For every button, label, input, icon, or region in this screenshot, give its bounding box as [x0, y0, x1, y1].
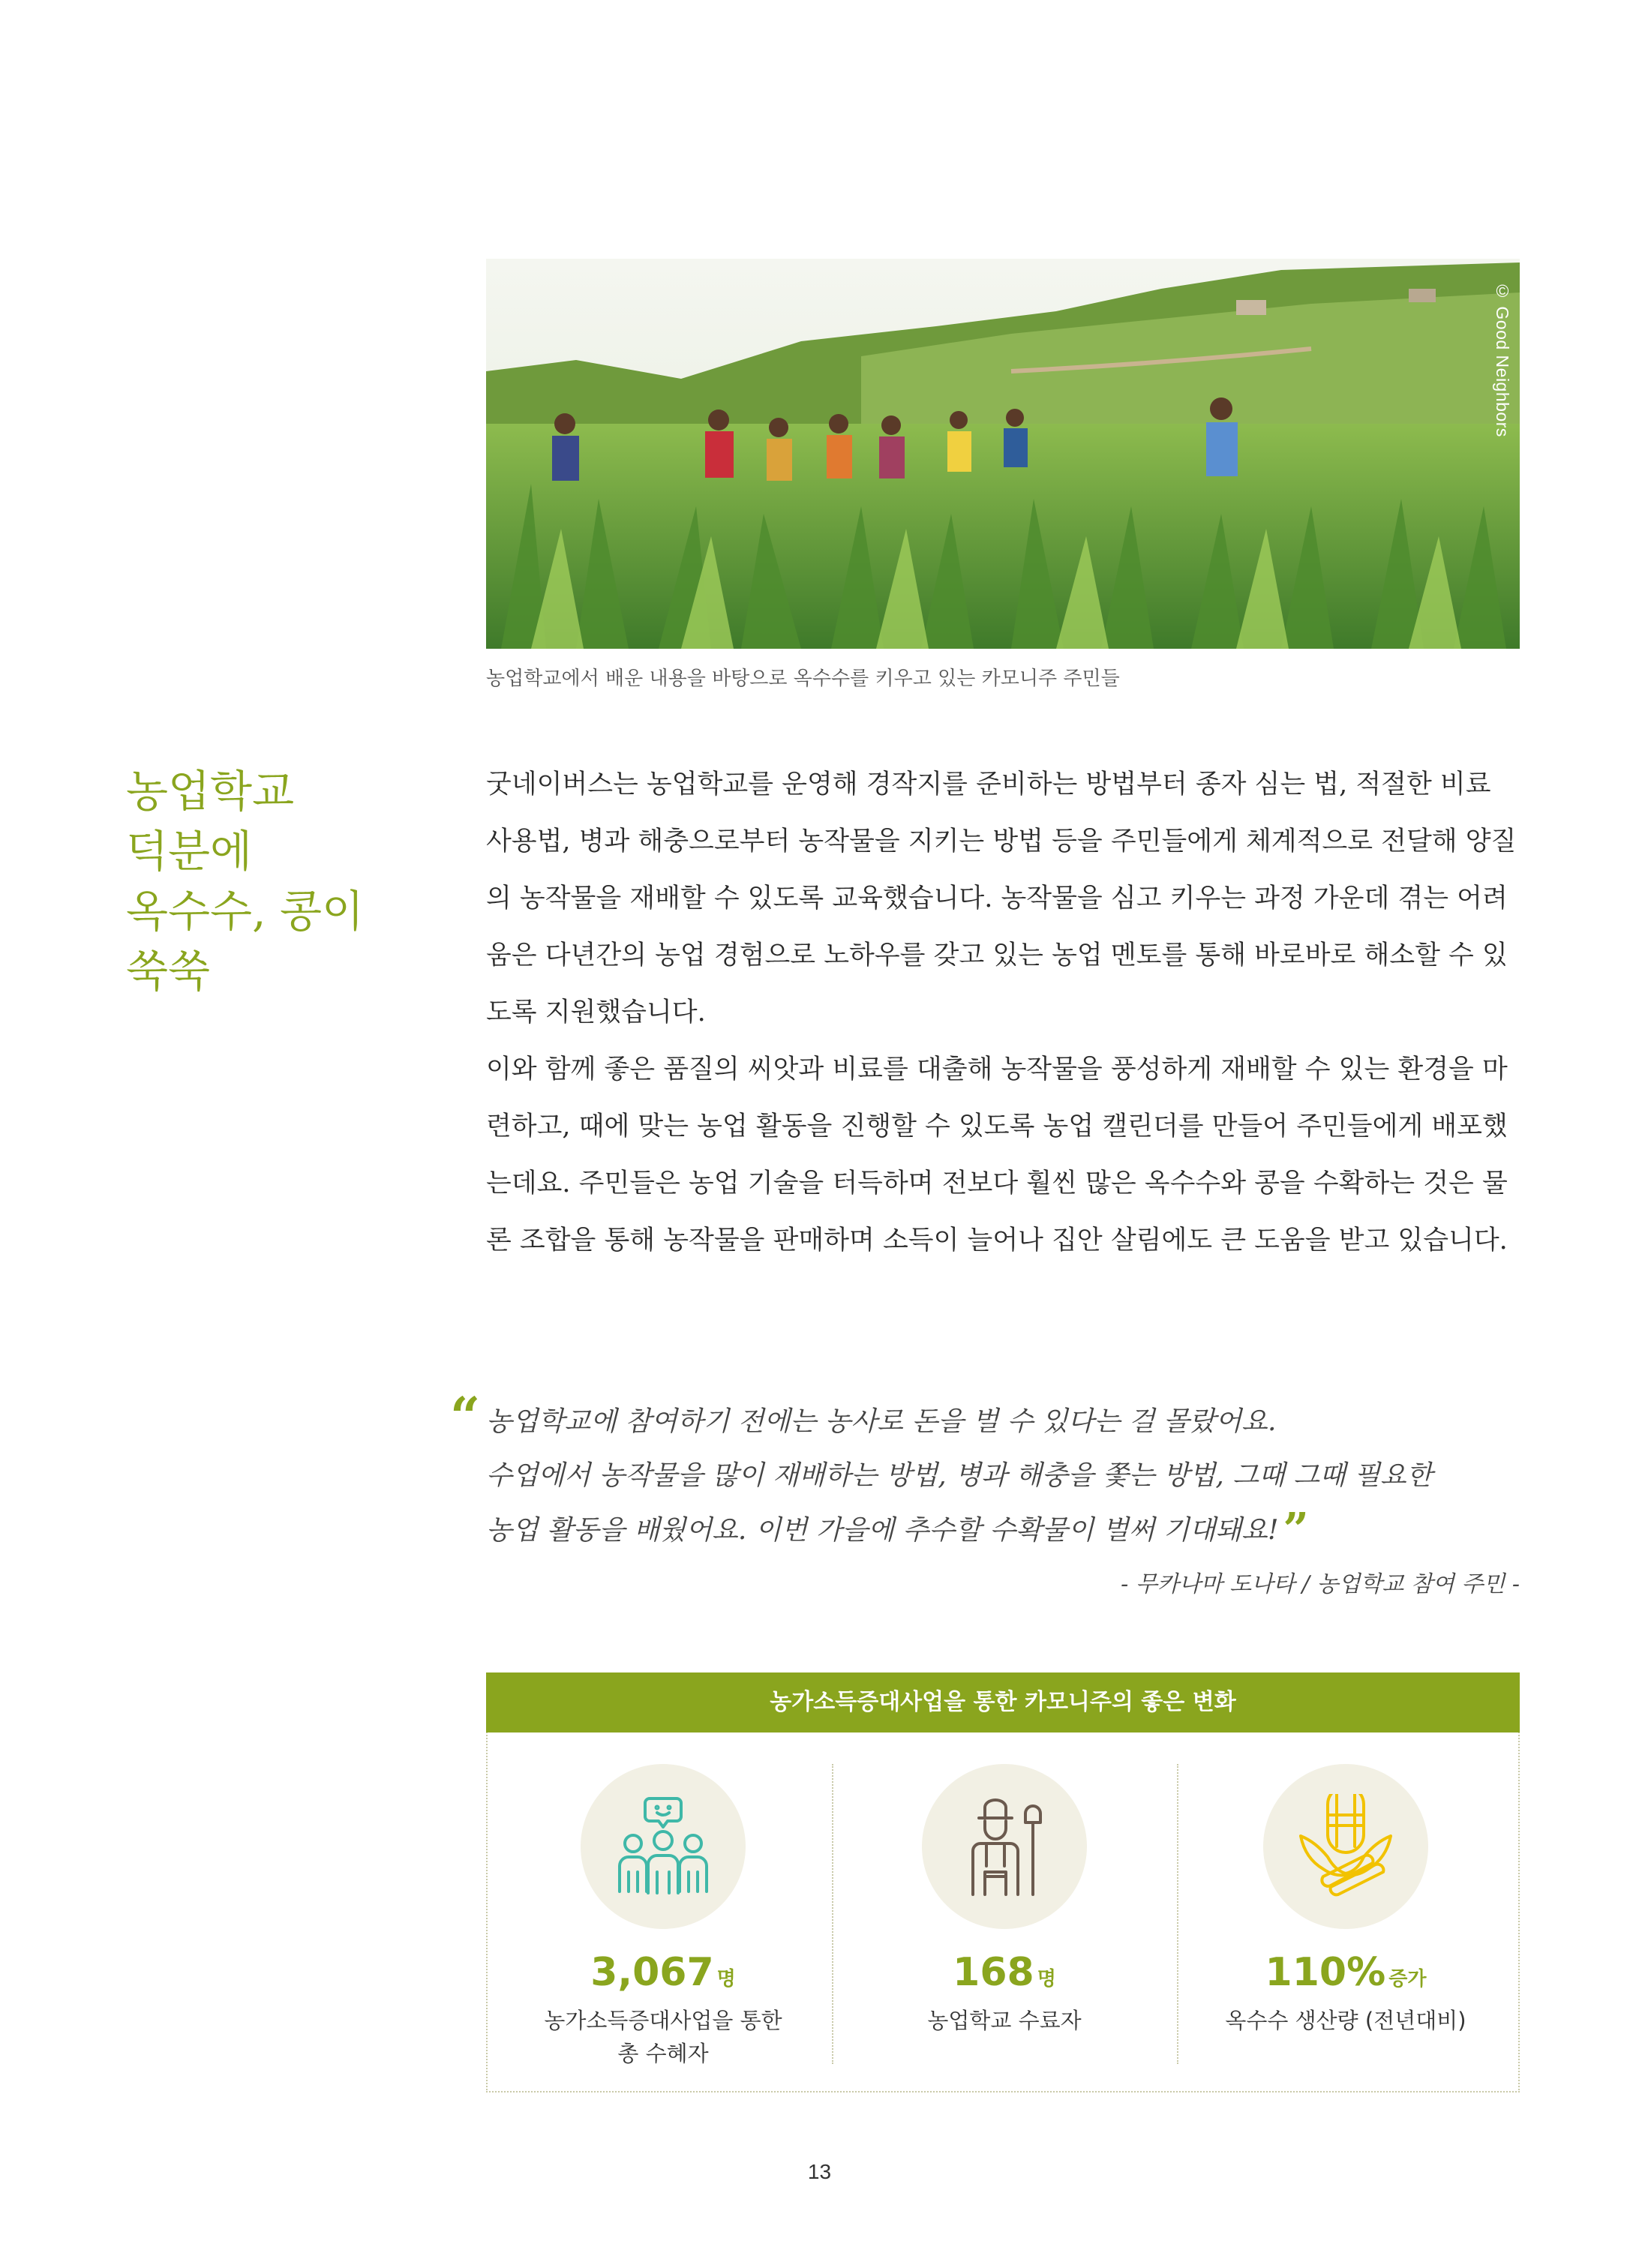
stat-beneficiaries [498, 1764, 828, 2070]
stat-icon-bg [922, 1764, 1087, 1929]
stat-unit: 증가 [1388, 1968, 1427, 1990]
farmer-icon [952, 1794, 1057, 1899]
quote-line-3-wrap [486, 1503, 1520, 1558]
quote-line-3: 농업 활동을 배웠어요. 이번 가을에 추수할 수확물이 벌써 기대돼요! [486, 1515, 1279, 1546]
photo-caption: 농업학교에서 배운 내용을 바탕으로 옥수수를 키우고 있는 카모니주 주민들 [486, 668, 1120, 690]
stat-corn-yield [1181, 1764, 1511, 2037]
testimonial-quote [450, 1385, 1520, 1598]
body-paragraph-1: 굿네이버스는 농업학교를 운영해 경작지를 준비하는 방법부터 종자 심는 법, 적절한 비료 사용법, 병과 해충으로부터 농작물을 지키는 방법 등을 주민들에게 체계적으로 전달해 양질의 농작물을 재배할 수 있도록 교육했습니다. 농작물을 심고 키우는 과정 가운데 겪는 어려움은 다년간의 농업 경험으로 노하우를 갖고 있는 농업 멘토를 통해 바로바로 해소할 수 있도록 지원했습니다. [486, 770, 1517, 1028]
stat-value: 168 [953, 1950, 1034, 1995]
section-heading: 농업학교 덕분에 옥수수, 콩이 쑥쑥 [126, 766, 365, 997]
body-paragraph-2: 이와 함께 좋은 품질의 씨앗과 비료를 대출해 농작물을 풍성하게 재배할 수 있는 환경을 마련하고, 때에 맞는 농업 활동을 진행할 수 있도록 농업 캘린더를 만들어 주민들에게 배포했는데요. 주민들은 농업 기술을 터득하며 전보다 훨씬 많은 옥수수와 콩을 수확하는 것은 물론 조합을 통해 농작물을 판매하며 소득이 늘어나 집안 살림에도 큰 도움을 받고 있습니다. [486, 1054, 1508, 1256]
stat-value: 3,067 [590, 1950, 714, 1995]
page-number: 13 [807, 2160, 832, 2183]
quote-line-1: 농업학교에 참여하기 전에는 농사로 돈을 벌 수 있다는 걸 몰랐어요. [486, 1406, 1277, 1437]
stats-title: 농가소득증대사업을 통한 카모니주의 좋은 변화 [486, 1672, 1520, 1732]
stat-value-wrap [1181, 1950, 1511, 1995]
stat-label: 농업학교 수료자 [927, 2008, 1082, 2033]
photo-credit: © Good Neighbors [1493, 281, 1512, 437]
stat-value: 110% [1265, 1950, 1386, 1995]
close-quote-icon: ” [1283, 1504, 1309, 1556]
stat-value-wrap [498, 1950, 828, 1995]
stat-label: 옥수수 생산량 (전년대비) [1225, 2008, 1466, 2033]
field-photo [486, 259, 1520, 649]
corn-icon [1293, 1794, 1398, 1899]
stat-icon-bg [581, 1764, 746, 1929]
body-text [486, 756, 1520, 1269]
stat-label: 농가소득증대사업을 통한 총 수혜자 [544, 2008, 782, 2066]
quote-author: - 무카나마 도나타 / 농업학교 참여 주민 - [1121, 1571, 1520, 1598]
stat-unit: 명 [1037, 1968, 1056, 1990]
cornfield-illustration [486, 259, 1520, 649]
stat-value-wrap [839, 1950, 1169, 1995]
stat-graduates [839, 1764, 1169, 2037]
stat-icon-bg [1263, 1764, 1428, 1929]
quote-text [486, 1395, 1520, 1558]
stat-divider [832, 1764, 833, 2064]
stats-box [486, 1672, 1520, 2092]
stat-divider [1177, 1764, 1178, 2064]
people-icon [611, 1794, 716, 1899]
quote-line-2: 수업에서 농작물을 많이 재배하는 방법, 병과 해충을 쫓는 방법, 그때 그때 필요한 [486, 1460, 1433, 1491]
open-quote-icon: “ [450, 1385, 481, 1448]
stat-unit: 명 [716, 1968, 736, 1990]
